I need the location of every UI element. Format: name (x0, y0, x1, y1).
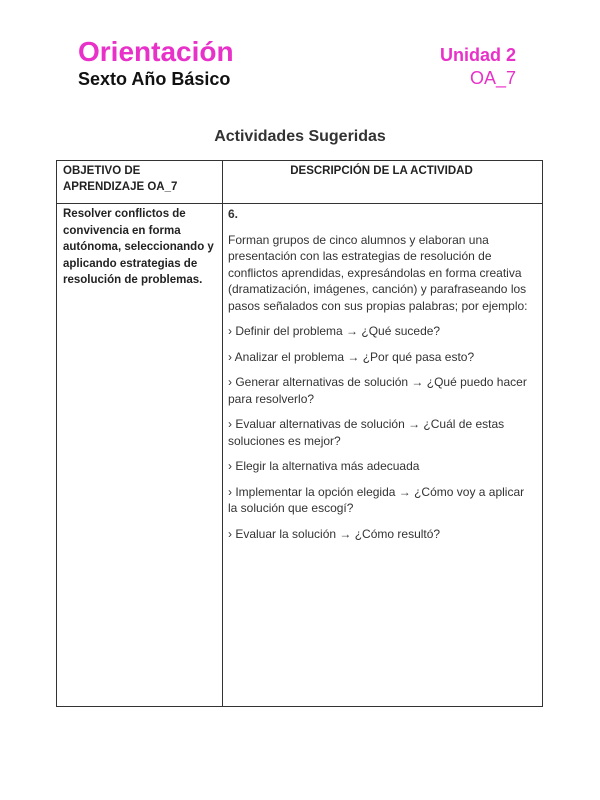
oa-label: OA_7 (469, 68, 516, 88)
grade-label: Sexto Año Básico (78, 69, 231, 89)
step-item: › Implementar la opción elegida → ¿Cómo voy a aplicar la solución que escogí? (228, 484, 525, 515)
column-divider (222, 161, 223, 706)
activity-table (56, 160, 543, 707)
step-item: › Evaluar alternativas de solución → ¿Cuál de estas soluciones es mejor? (228, 417, 505, 448)
activity-number: 6. (228, 207, 239, 221)
row-divider (57, 203, 542, 204)
header-right (440, 44, 516, 90)
step-item: › Analizar el problema → ¿Por qué pasa esto? (228, 349, 475, 364)
header-left (78, 36, 234, 90)
subject-title: Orientación (78, 36, 234, 67)
objective-column-header: OBJETIVO DE APRENDIZAJE OA_7 (63, 165, 178, 193)
description-column-header: DESCRIPCIÓN DE LA ACTIVIDAD (290, 165, 473, 177)
step-item: › Definir del problema → ¿Qué sucede? (228, 324, 441, 338)
section-title: Actividades Sugeridas (214, 128, 386, 145)
step-item: › Elegir la alternativa más adecuada (228, 459, 420, 473)
activity-intro: Forman grupos de cinco alumnos y elaboran una presentación con las estrategias de resolución de conflictos aprendidas, expresándolas en forma creativa (dramatización, imágenes, canción) y parafraseando los pasos señalados con sus propias palabras; por ejemplo: (228, 232, 528, 313)
step-item: › Generar alternativas de solución → ¿Qué puedo hacer para resolverlo? (228, 375, 527, 406)
step-item: › Evaluar la solución → ¿Cómo resultó? (228, 526, 441, 541)
description-cell (228, 206, 534, 551)
objective-text: Resolver conflictos de convivencia en forma autónoma, seleccionando y aplicando estrategias de resolución de problemas. (63, 208, 214, 286)
unit-label: Unidad 2 (439, 45, 516, 65)
